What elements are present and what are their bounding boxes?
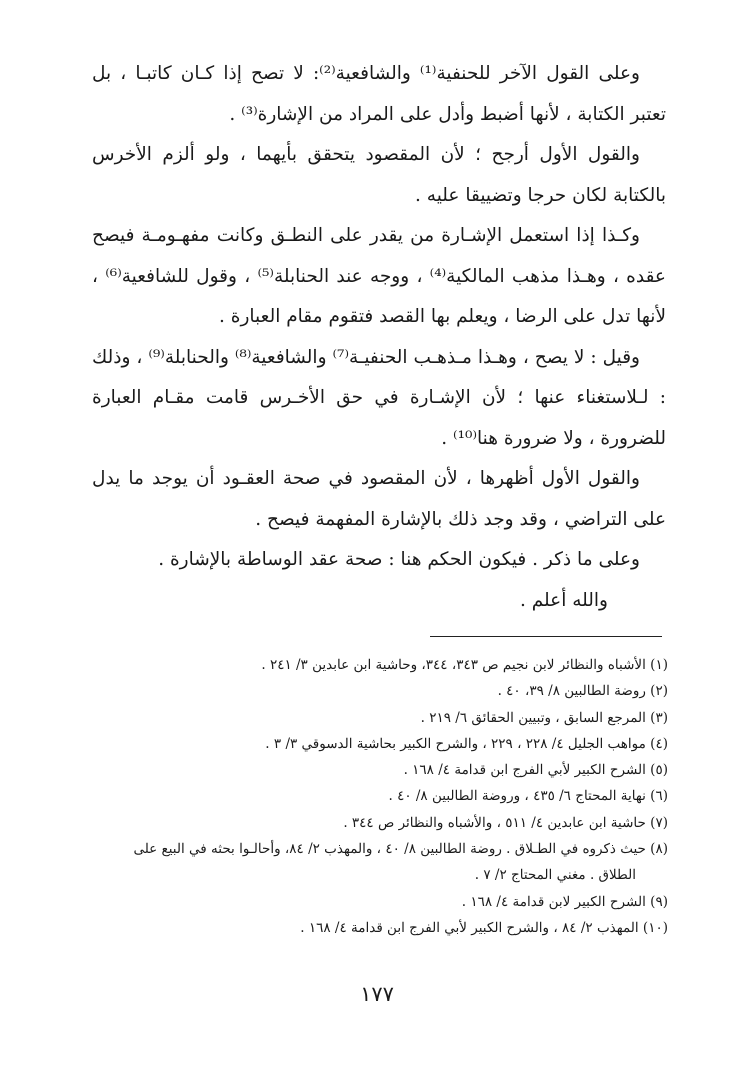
footnotes xyxy=(86,652,668,941)
footnote-6: (٦) نهاية المحتاج ٦/ ٤٣٥ ، وروضة الطالبين ٨/ ٤٠ . xyxy=(388,788,668,805)
footnote-divider xyxy=(430,636,662,637)
footnote-8-continuation: الطلاق . مغني المحتاج ٢/ ٧ . xyxy=(474,867,636,884)
footnote-2: (٢) روضة الطالبين ٨/ ٣٩، ٤٠ . xyxy=(497,683,668,700)
paragraph-4: وقيل : لا يصح ، وهـذا مـذهـب الحنفيـة⁽⁷⁾ والشافعية⁽⁸⁾ والحنابلة⁽⁹⁾ ، وذلك : لـلاستغناء عنها ؛ لأن الإشـارة في حق الأخـرس قامت مقـام العبارة للضرورة ، ولا ضرورة هنا⁽¹⁰⁾ . xyxy=(92,346,666,449)
page-number: ١٧٧ xyxy=(360,982,394,1006)
paragraph-3: وكـذا إذا استعمل الإشـارة من يقدر على النطـق وكانت مفهـومـة فيصح عقده ، وهـذا مذهب المالكية⁽⁴⁾ ، ووجه عند الحنابلة⁽⁵⁾ ، وقول للشافعية⁽⁶⁾ ، لأنها تدل على الرضا ، ويعلم بها القصد فتقوم مقام العبارة . xyxy=(92,225,666,327)
paragraph-5: والقول الأول أظهرها ، لأن المقصود في صحة العقـود أن يوجد ما يدل على التراضي ، وقد وجد ذلك بالإشارة المفهمة فيصح . xyxy=(92,468,666,530)
footnote-1: (١) الأشباه والنظائر لابن نجيم ص ٣٤٣، ٣٤٤، وحاشية ابن عابدين ٣/ ٢٤١ . xyxy=(261,657,668,673)
paragraph-6: وعلى ما ذكر . فيكون الحكم هنا : صحة عقد الوساطة بالإشارة . xyxy=(158,549,640,570)
footnote-8: (٨) حيث ذكروه في الطـلاق . روضة الطالبين ٨/ ٤٠ ، والمهذب ٢/ ٨٤، وأحالـوا بحثه في البيع على xyxy=(133,841,668,858)
footnote-9: (٩) الشرح الكبير لابن قدامة ٤/ ١٦٨ . xyxy=(461,893,668,910)
footnote-10: (١٠) المهذب ٢/ ٨٤ ، والشرح الكبير لأبي الفرج ابن قدامة ٤/ ١٦٨ . xyxy=(300,919,668,936)
footnote-4: (٤) مواهب الجليل ٤/ ٢٢٨ ، ٢٢٩ ، والشرح الكبير بحاشية الدسوقي ٣/ ٣ . xyxy=(265,735,668,752)
paragraph-closing: والله أعلم . xyxy=(519,589,608,611)
paragraph-1: وعلى القول الآخر للحنفية⁽¹⁾ والشافعية⁽²⁾: لا تصح إذا كـان كاتبـا ، بل تعتبر الكتابة ، لأنها أضبط وأدل على المراد من الإشارة⁽³⁾ . xyxy=(92,63,666,125)
footnote-3: (٣) المرجع السابق ، وتبيين الحقائق ٦/ ٢١٩ . xyxy=(420,709,668,726)
main-text xyxy=(92,54,666,621)
footnote-7: (٧) حاشية ابن عابدين ٤/ ٥١١ ، والأشباه والنظائر ص ٣٤٤ . xyxy=(343,814,668,831)
footnote-5: (٥) الشرح الكبير لأبي الفرج ابن قدامة ٤/ ١٦٨ . xyxy=(403,762,668,779)
paragraph-2: والقول الأول أرجح ؛ لأن المقصود يتحقق بأيهما ، ولو ألزم الأخرس بالكتابة لكان حرجا وتضييقا عليه . xyxy=(92,144,666,206)
